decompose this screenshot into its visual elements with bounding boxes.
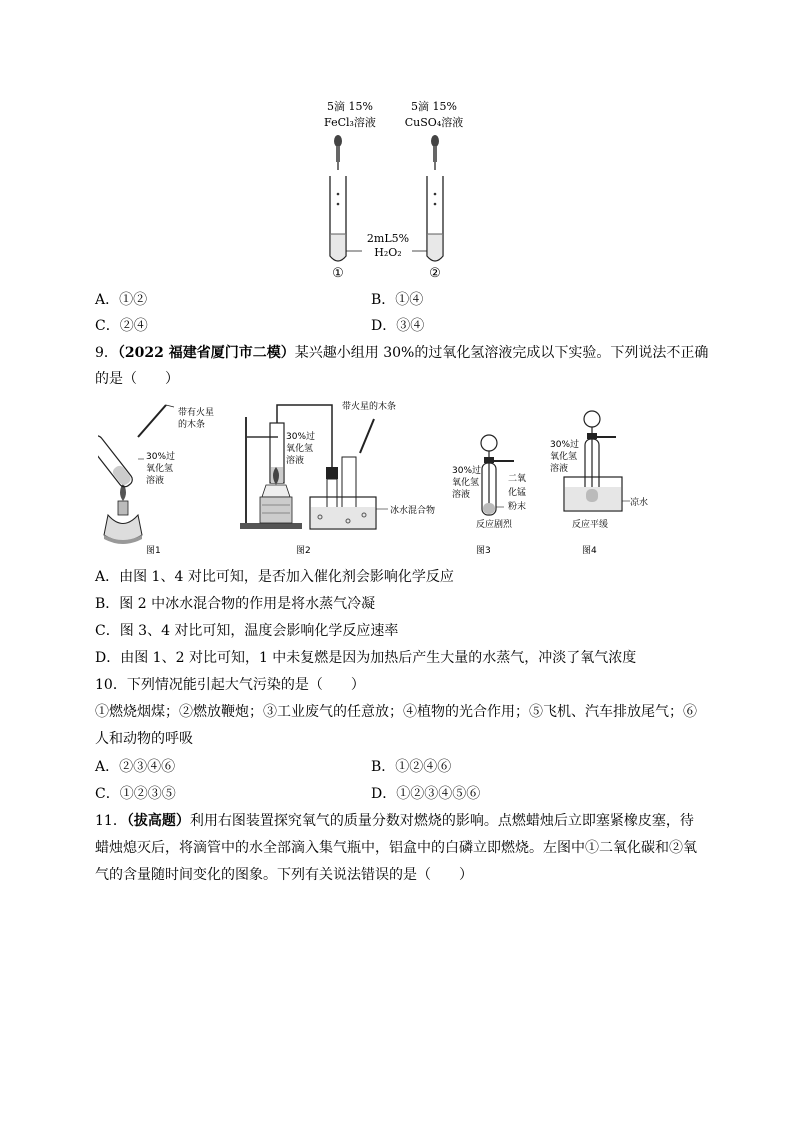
q11-stem-text: 利用右图装置探究氧气的质量分数对燃烧的影响。点燃蜡烛后立即塞紧橡皮塞，待: [189, 813, 694, 829]
fig3-caption: 图3: [476, 546, 491, 556]
q10-option-d[interactable]: D．①②③④⑤⑥: [371, 786, 481, 802]
q9-stem-line-2: 的是（ ）: [95, 371, 179, 387]
q11-stem-line-3: 气的含量随时间变化的图象。下列有关说法错误的是（ ）: [95, 867, 473, 883]
left-reagent-label-2: FeCl₃溶液: [324, 116, 376, 129]
q10-option-b[interactable]: B．①②④⑥: [371, 759, 452, 775]
tube-1-number: ①: [332, 266, 344, 281]
q9-option-d[interactable]: D．由图 1、2 对比可知，1 中未复燃是因为加热后产生大量的水蒸气，冲淡了氧气浓度: [95, 650, 637, 666]
left-dropper-icon: [334, 135, 342, 170]
q8-option-a[interactable]: A．①②: [95, 292, 148, 308]
fig4-caption: 图4: [582, 546, 597, 556]
fig3-mno2-label-3: 粉末: [508, 502, 527, 512]
q9-option-a[interactable]: A．由图 1、4 对比可知，是否加入催化剂会影响化学反应: [95, 569, 454, 585]
top-figure: [300, 96, 500, 286]
q8-option-d[interactable]: D．③④: [371, 318, 425, 334]
q11-stem-line-1: [95, 811, 694, 831]
fig4-cold-water-label: 凉水: [630, 498, 649, 508]
q9-stem-text: 某兴趣小组用 30%的过氧化氢溶液完成以下实验。下列说法不正确: [294, 345, 709, 361]
right-test-tube: [427, 176, 443, 261]
q11-stem-line-2: 蜡烛熄灭后，将滴管中的水全部滴入集气瓶中，铝盒中的白磷立即燃烧。左图中①二氧化碳和②氧: [95, 840, 697, 856]
fig2-solution-label-3: 溶液: [286, 456, 305, 466]
q9-stem-line-1: [95, 343, 708, 363]
q11-number: 11．: [95, 813, 127, 829]
fig1-splint-label-2: 的木条: [178, 420, 206, 430]
fig2-ice-water-label: 冰水混合物: [390, 506, 436, 516]
fig4-state-label: 反应平缓: [572, 520, 609, 530]
q10-stem: 10．下列情况能引起大气污染的是（ ）: [95, 677, 365, 693]
q10-items-line-2: 人和动物的呼吸: [95, 731, 193, 747]
q10-option-c[interactable]: C．①②③⑤: [95, 786, 176, 802]
fig2-solution-label-2: 氧化氢: [286, 444, 314, 454]
q9-number: 9．: [95, 345, 118, 361]
left-reagent-label-1: 5滴 15%: [327, 100, 373, 113]
fig2-splint-label: 带火星的木条: [342, 402, 397, 412]
left-test-tube: [330, 176, 346, 261]
fig2-solution-label-1: 30%过: [286, 432, 316, 442]
q10-items-line-1: ①燃烧烟煤；②燃放鞭炮；③工业废气的任意放；④植物的光合作用；⑤飞机、汽车排放尾气；⑥: [95, 704, 697, 720]
right-reagent-label-1: 5滴 15%: [411, 100, 457, 113]
q9-figure: [98, 397, 650, 557]
q11-source: （拔高题）: [126, 813, 190, 829]
fig3-solution-label-3: 溶液: [452, 490, 471, 500]
fig1-splint-label-1: 带有火星: [178, 408, 215, 418]
fig3-mno2-label-2: 化锰: [508, 488, 527, 498]
right-dropper-icon: [431, 135, 439, 170]
q9-option-b[interactable]: B．图 2 中冰水混合物的作用是将水蒸气冷凝: [95, 596, 376, 612]
fig1-solution-label-2: 氧化氢: [146, 464, 174, 474]
right-reagent-label-2: CuSO₄溶液: [404, 116, 464, 129]
fig4-solution-label-1: 30%过: [550, 440, 580, 450]
fig4-solution-label-2: 氧化氢: [550, 452, 578, 462]
q9-option-c[interactable]: C．图 3、4 对比可知，温度会影响化学反应速率: [95, 623, 399, 639]
q10-option-a[interactable]: A．②③④⑥: [95, 759, 176, 775]
q8-option-c[interactable]: C．②④: [95, 318, 148, 334]
fig3-state-label: 反应剧烈: [476, 520, 513, 530]
h2o2-label-1: 2mL5%: [366, 232, 410, 245]
fig1-solution-label-3: 溶液: [146, 476, 165, 486]
fig3-mno2-label-1: 二氧: [508, 474, 527, 484]
fig1-caption: 图1: [146, 546, 161, 556]
h2o2-label-2: H₂O₂: [374, 246, 402, 259]
fig2-caption: 图2: [296, 546, 311, 556]
fig2-apparatus: [240, 405, 388, 529]
fig4-solution-label-3: 溶液: [550, 464, 569, 474]
q9-source: （2022 福建省厦门市二模）: [117, 345, 295, 361]
fig3-solution-label-1: 30%过: [452, 466, 482, 476]
tube-2-number: ②: [429, 266, 441, 281]
fig1-solution-label-1: 30%过: [146, 452, 176, 462]
fig3-solution-label-2: 氧化氢: [452, 478, 480, 488]
q8-option-b[interactable]: B．①④: [371, 292, 424, 308]
